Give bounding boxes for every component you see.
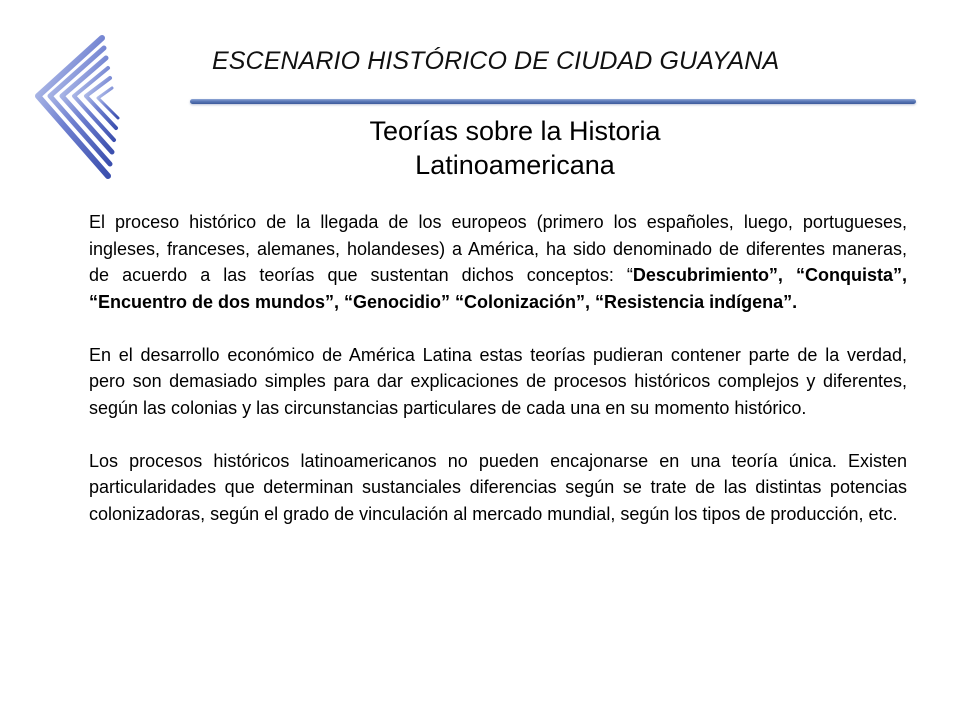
slide-title: [240, 114, 790, 182]
paragraph-1-text: El proceso histórico de la llegada de los europeos (primero los españoles, luego, portugueses, ingleses, franceses, alemanes, holandeses) a América, ha sido denominado de diferentes maneras, de acuerdo a las teorías que sustentan dichos conceptos: “: [89, 212, 907, 285]
paragraph-3: Los procesos históricos latinoamericanos no pueden encajonarse en una teoría única. Existen particularidades que determinan sustanciales diferencias según se trate de las distintas potencias colonizadoras, según el grado de vinculación al mercado mundial, según los tipos de producción, etc.: [89, 450, 907, 524]
paragraph-2: En el desarrollo económico de América Latina estas teorías pudieran contener parte de la verdad, pero son demasiado simples para dar explicaciones de procesos históricos complejos y diferentes, según las colonias y las circunstancias particulares de cada una en su momento histórico.: [89, 344, 907, 418]
logo-icon: [30, 34, 140, 179]
slide-title-line-1: Teorías sobre la Historia: [369, 116, 661, 146]
header-title: ESCENARIO HISTÓRICO DE CIUDAD GUAYANA: [212, 47, 780, 75]
header-divider: [190, 99, 916, 104]
paragraph-1-terms: Descubrimiento”, “Conquista”, “Encuentro de dos mundos”, “Genocidio” “Colonización”, “Resistencia indígena”.: [89, 265, 908, 312]
slide-title-line-2: Latinoamericana: [415, 150, 615, 180]
body-text: [89, 209, 907, 527]
paragraph-1: [89, 209, 907, 315]
